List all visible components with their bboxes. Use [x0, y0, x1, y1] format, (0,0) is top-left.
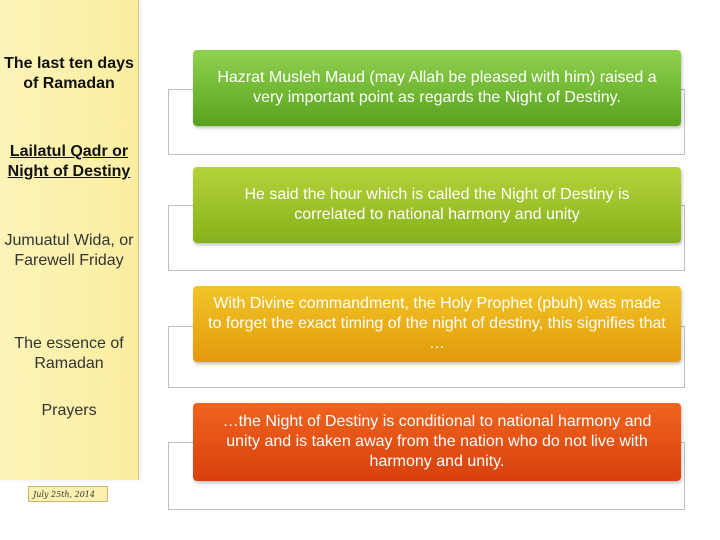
point-box-4	[193, 403, 681, 481]
sidebar-nav	[0, 0, 139, 480]
nav-item-lailatul-qadr[interactable]: Lailatul Qadr or Night of Destiny	[7, 143, 131, 180]
point-text-4: …the Night of Destiny is conditional to national harmony and unity and is taken away from the nation who do not live with harmony and unity.	[222, 413, 652, 470]
point-box-1	[193, 50, 681, 126]
point-box-3	[193, 286, 681, 362]
nav-item-last-ten-days[interactable]: The last ten days of Ramadan	[4, 55, 134, 92]
date-label: July 25th, 2014	[28, 486, 108, 502]
point-box-2	[193, 167, 681, 243]
nav-item-prayers[interactable]: Prayers	[41, 402, 97, 419]
point-text-2: He said the hour which is called the Night of Destiny is correlated to national harmony and unity	[244, 186, 630, 223]
point-text-3: With Divine commandment, the Holy Prophet (pbuh) was made to forget the exact timing of the night of destiny, this signifies that …	[208, 295, 666, 352]
nav-item-jumuatul-wida[interactable]: Jumuatul Wida, or Farewell Friday	[4, 232, 134, 269]
point-text-1: Hazrat Musleh Maud (may Allah be pleased with him) raised a very important point as regards the Night of Destiny.	[217, 69, 657, 106]
nav-item-essence-of-ramadan[interactable]: The essence of Ramadan	[14, 335, 124, 372]
